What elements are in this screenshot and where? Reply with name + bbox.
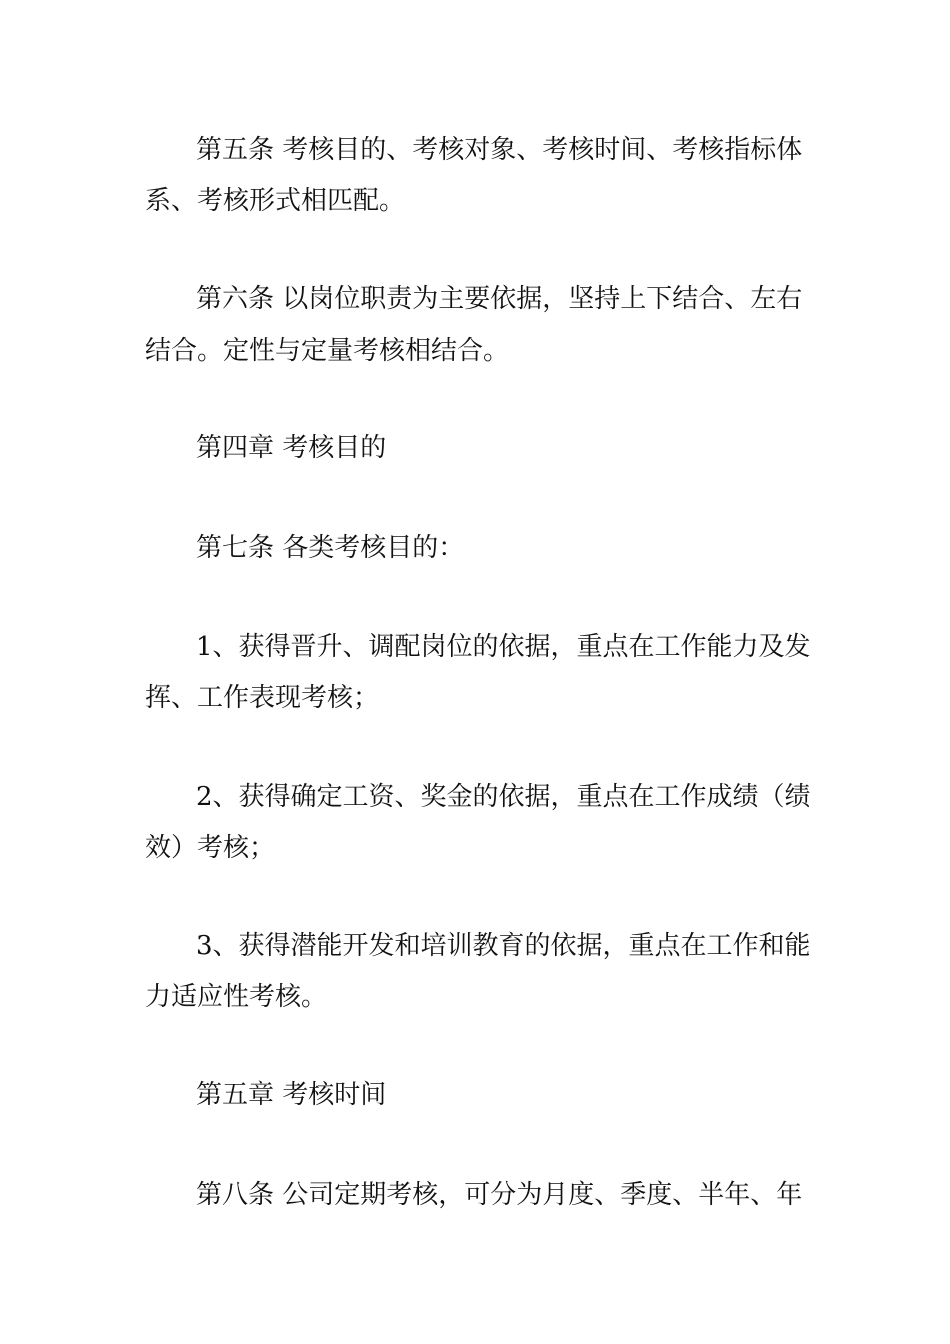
list-item-line: 力适应性考核。 — [145, 982, 328, 1012]
paragraph-line: 第五条 考核目的、考核对象、考核时间、考核指标体 — [196, 135, 803, 165]
list-item-line: 挥、工作表现考核； — [145, 683, 380, 713]
paragraph-line: 第七条 各类考核目的： — [196, 533, 465, 563]
paragraph-line: 第六条 以岗位职责为主要依据，坚持上下结合、左右 — [196, 284, 803, 314]
paragraph-line: 结合。定性与定量考核相结合。 — [145, 336, 510, 366]
chapter-heading: 第四章 考核目的 — [196, 433, 387, 463]
list-item-line: 3、获得潜能开发和培训教育的依据，重点在工作和能 — [196, 931, 811, 961]
list-item-line: 2、获得确定工资、奖金的依据，重点在工作成绩（绩 — [196, 782, 811, 812]
list-item-line: 1、获得晋升、调配岗位的依据，重点在工作能力及发 — [196, 632, 811, 662]
paragraph-line: 系、考核形式相匹配。 — [145, 186, 406, 216]
chapter-heading: 第五章 考核时间 — [196, 1080, 387, 1110]
paragraph-line: 第八条 公司定期考核，可分为月度、季度、半年、年 — [196, 1180, 803, 1210]
list-item-line: 效）考核； — [145, 833, 276, 863]
